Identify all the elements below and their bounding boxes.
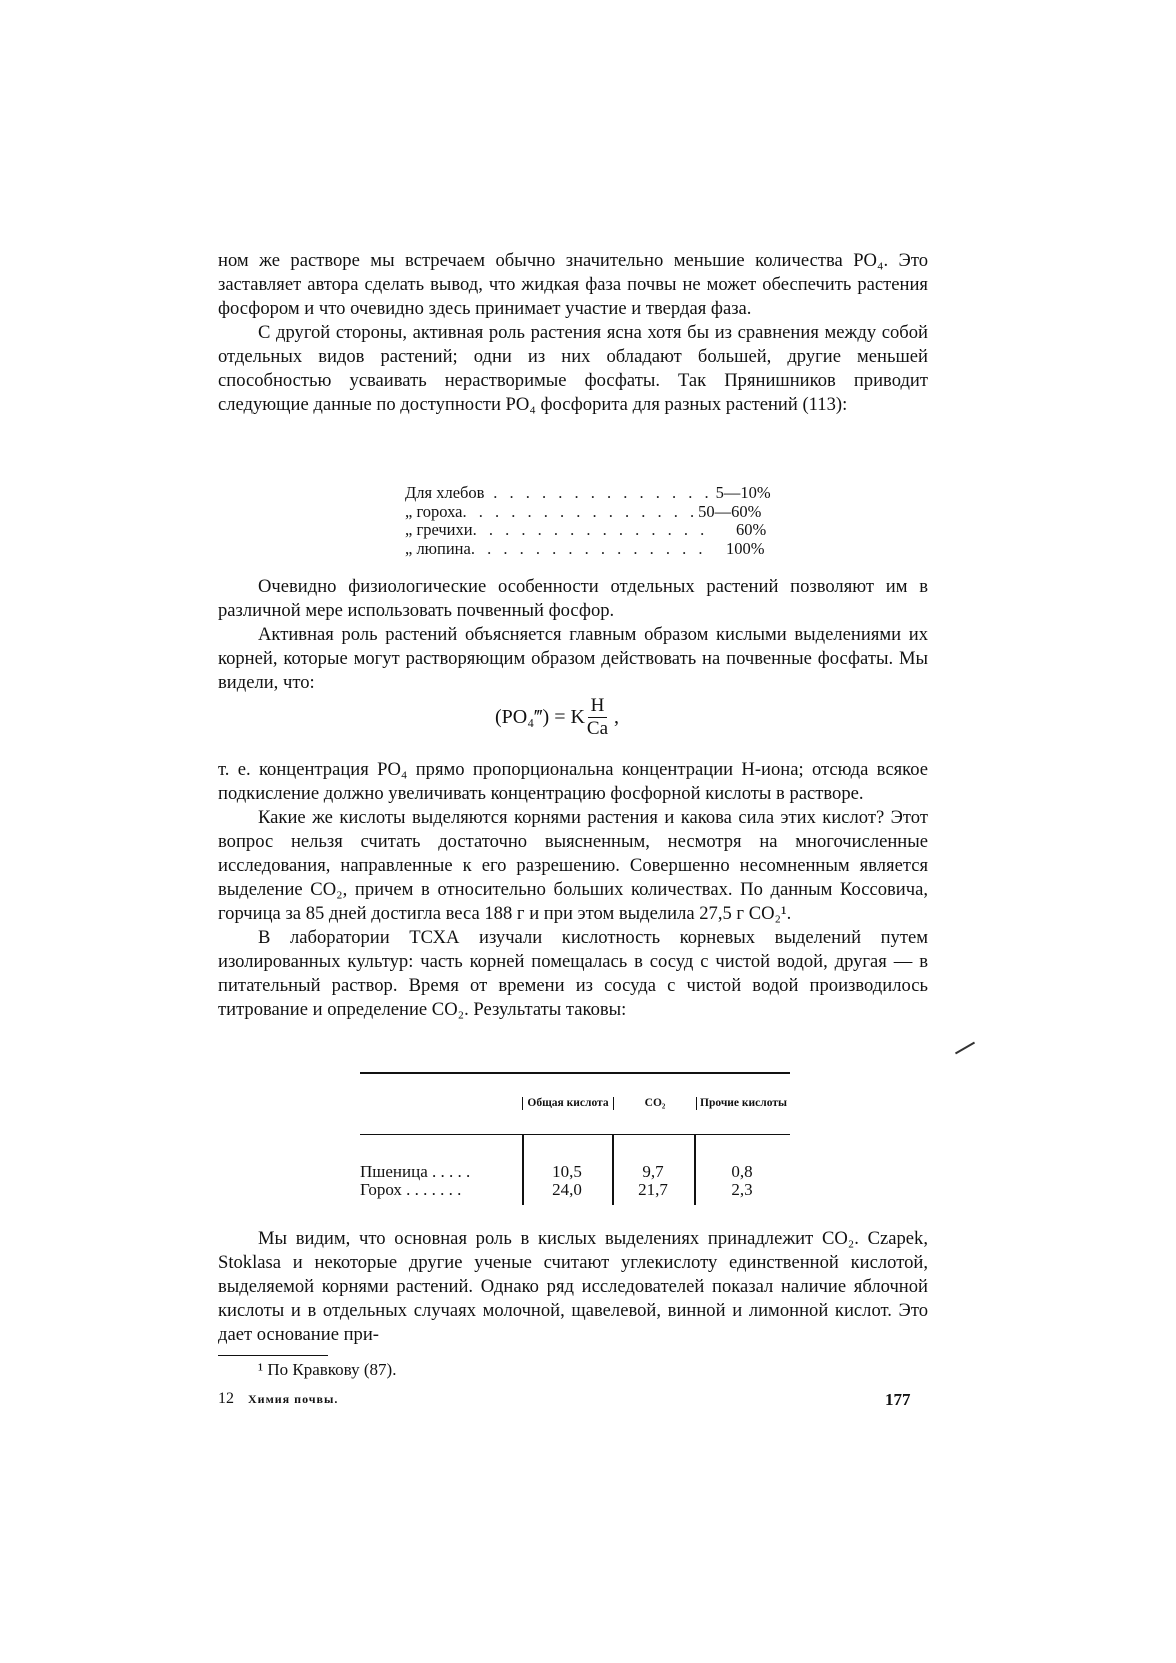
leader-dots: . . . . . . . . . . . . . . . [477,483,713,502]
acidity-table [360,1072,790,1205]
page-number: 177 [885,1390,911,1409]
table-header [360,1074,790,1134]
signature-number: 12 [218,1390,234,1407]
paragraph-5: т. е. концентрация PO₄ прямо пропорциональна концентрации H-иона; отсюда всякое подкисление должно увеличивать концентрацию фосфорной кислоты в растворе. [218,759,928,804]
availability-crop: Для хлебов [405,483,485,502]
leader-dots: . . . . . . . . . . . . . . . [472,520,709,539]
footnote: ¹ По Кравкову (87). [258,1360,397,1379]
table-header-cell: Прочие кислоты [696,1097,790,1110]
table-row [360,1181,790,1199]
availability-list [405,483,771,558]
table-cell: 0,8 [731,1162,753,1181]
table-header-cell: CO₂ [613,1097,696,1110]
table-cell: 24,0 [552,1180,582,1199]
paragraph-8: Мы видим, что основная роль в кислых выделениях принадлежит CO₂. Czapek, Stoklasa и некоторые другие ученые считают углекислоту единственной кислотой, выделяемой корнями растений. Однако ряд исследователей показал наличие яблочной кислоты и в отдельных случаях молочной, щавелевой, винной и лимонной кислот. Это дает основание при- [218,1228,928,1345]
text-block-middle [218,575,928,695]
stray-pen-mark [955,1042,975,1055]
leader-dots: . . . . . . . . . . . . . . . [462,501,699,521]
table-column-rule [522,1135,524,1205]
availability-value: 100% [725,538,765,558]
text-block-top [218,249,928,417]
availability-crop: „ гороха [405,501,463,521]
formula [495,695,619,740]
paragraph-3: Очевидно физиологические особенности отдельных растений позволяют им в различной мере использовать почвенный фосфор. [218,576,928,621]
signature-title: Химия почвы. [248,1392,339,1406]
table-cell: 9,7 [642,1162,664,1181]
footnote-rule [218,1355,328,1356]
availability-row [405,538,765,559]
table-column-rule [612,1135,614,1205]
table-cell: 10,5 [552,1162,582,1181]
paragraph-7: В лаборатории ТСХА изучали кислотность корневых выделений путем изолированных культур: часть корней помещалась в сосуд с чистой водой, другая — в питательный раствор. Время от времени из сосуда с чистой водой производилось титрование и определение CO₂. Результаты таковы: [218,927,928,1020]
table-row-label: Пшеница . . . . . [360,1162,471,1181]
paragraph-4: Активная роль растений объясняется главным образом кислыми выделениями их корней, которые могут растворяющим образом действовать на почвенные фосфаты. Мы видели, что: [218,624,928,693]
signature-mark [218,1390,338,1408]
availability-value: 50—60% [698,501,762,521]
table-row-label: Горох . . . . . . . [360,1180,462,1199]
availability-value: 5—10% [715,483,771,502]
formula-denominator: Ca [586,718,609,739]
formula-numerator: H [588,695,608,718]
availability-crop: „ гречихи [405,520,473,539]
availability-crop: „ люпина [405,538,471,558]
availability-row [405,483,771,503]
table-header-cell: Общая кислота [522,1097,613,1110]
table-cell: 21,7 [638,1180,668,1199]
formula-trail: , [614,706,620,728]
formula-fraction [587,695,608,740]
text-block-bottom [218,1227,928,1347]
table-column-rule [694,1135,696,1205]
leader-dots: . . . . . . . . . . . . . . . [470,538,707,558]
formula-lhs: (PO₄‴) = K [495,706,585,728]
paragraph-2: С другой стороны, активная роль растения ясна хотя бы из сравнения между собой отдельных видов растений; одни из них обладают большей, другие меньшей способностью усваивать нерастворимые фосфаты. Так Прянишников приводит следующие данные по доступности PO₄ фосфорита для разных растений (113): [218,322,928,415]
table-row [360,1163,790,1181]
table-body [360,1135,790,1205]
table-cell: 2,3 [731,1180,753,1199]
text-block-lower [218,758,928,1022]
paragraph-6: Какие же кислоты выделяются корнями растения и какова сила этих кислот? Этот вопрос нельзя считать достаточно выясненным, несмотря на многочисленные исследования, направленные к его разрешению. Совершенно несомненным является выделение CO₂, причем в относительно больших количествах. По данным Коссовича, горчица за 85 дней достигла веса 188 г и при этом выделила 27,5 г CO₂¹. [218,807,928,924]
availability-row [405,501,762,522]
paragraph-1: ном же растворе мы встречаем обычно значительно меньшие количества PO₄. Это заставляет автора сделать вывод, что жидкая фаза почвы не может обеспечить растения фосфором и что очевидно здесь принимает участие и твердая фаза. [218,250,928,319]
availability-value: 60% [735,520,767,539]
availability-row [405,520,767,540]
